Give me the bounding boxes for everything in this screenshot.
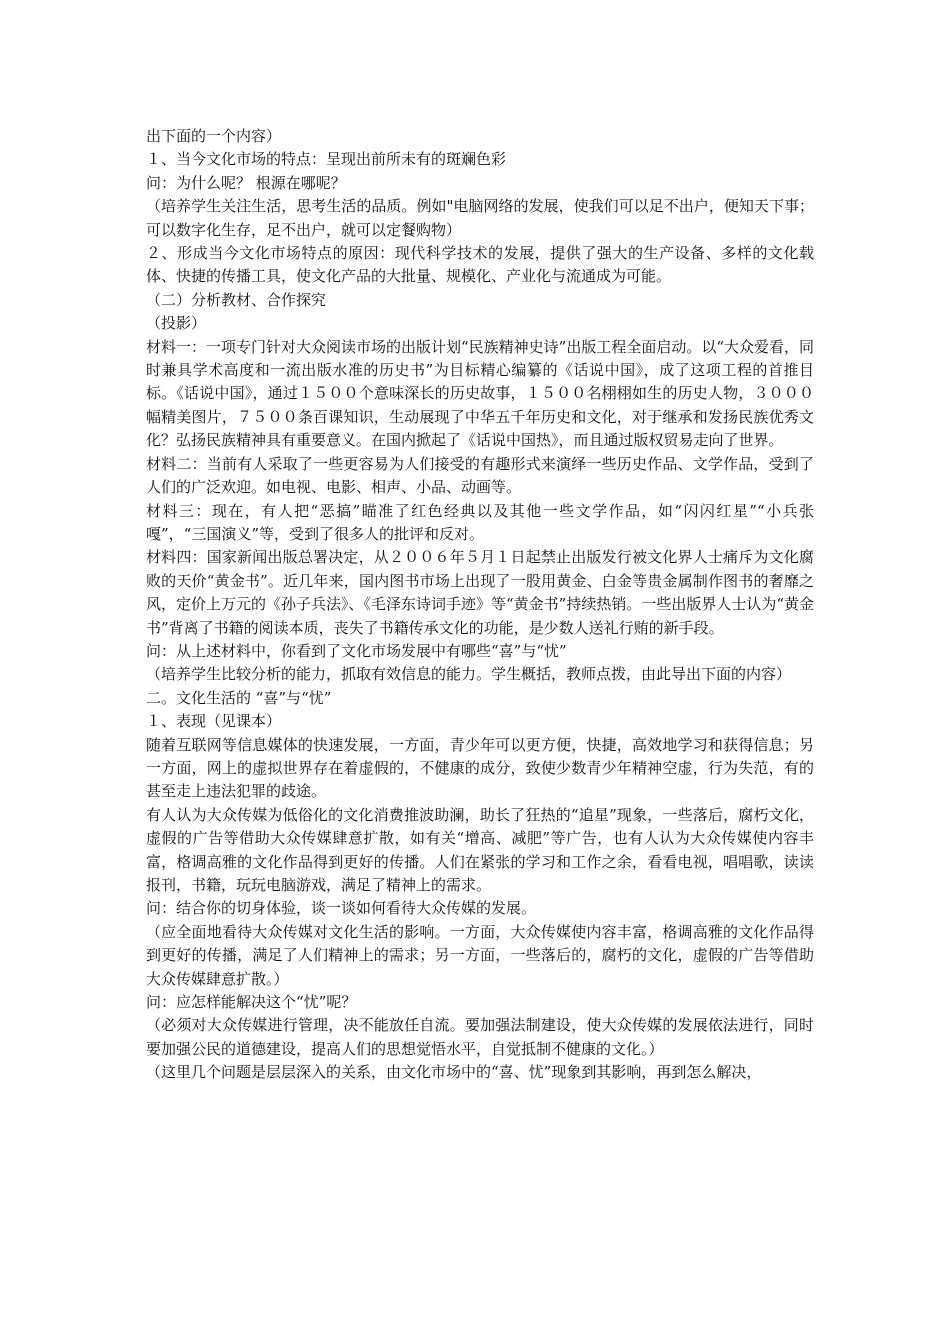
paragraph: 出下面的一个内容） (146, 127, 282, 145)
material-two: 材料二：当前有人采取了一些更容易为人们接受的有趣形式来演绎一些历史作品、文学作品，受到了人们的广泛欢迎。如电视、电影、相声、小品、动画等。 (146, 454, 814, 497)
paragraph: ２、形成当今文化市场特点的原因：现代科学技术的发展，提供了强大的生产设备、多样的文化载体、快捷的传播工具，使文化产品的大批量、规模化、产业化与流通成为可能。 (146, 244, 814, 286)
question: 问：结合你的切身体验，谈一谈如何看待大众传媒的发展。 (146, 899, 537, 918)
paragraph: 随着互联网等信息媒体的快速发展，一方面，青少年可以更方便，快捷，高效地学习和获得信息；另一方面，网上的虚拟世界存在着虚假的，不健康的成分，致使少数青少年精神空虚，行为失范，有的甚至走上违法犯罪的歧途。 (146, 735, 814, 801)
paragraph: （培养学生比较分析的能力，抓取有效信息的能力。学生概括，教师点拨，由此导出下面的内容） (146, 665, 792, 684)
paragraph: １、表现（见课本） (146, 712, 282, 731)
paragraph: （投影） (146, 314, 207, 333)
section-heading: 二。文化生活的 “喜”与“忧” (146, 688, 332, 707)
paragraph: （这里几个问题是层层深入的关系，由文化市场中的“喜、忧”现象到其影响，再到怎么解决， (146, 1063, 762, 1082)
paragraph: （应全面地看待大众传媒对文化生活的影响。一方面，大众传媒使内容丰富，格调高雅的文化作品得到更好的传播，满足了人们精神上的需求；另一方面，一些落后的，腐朽的文化，虚假的广告等借助大众传媒肆意扩散。） (146, 922, 814, 988)
paragraph: （必须对大众传媒进行管理，决不能放任自流。要加强法制建设，使大众传媒的发展依法进行，同时要加强公民的道德建设，提高人们的思想觉悟水平，自觉抵制不健康的文化。） (146, 1016, 814, 1058)
paragraph: 问：为什么呢？ 根源在哪呢？ (146, 173, 346, 192)
paragraph: １、当今文化市场的特点：呈现出前所未有的斑斓色彩 (146, 150, 507, 169)
material-one: 材料一：一项专门针对大众阅读市场的出版计划“民族精神史诗”出版工程全面启动。以“大众爱看，同时兼具学术高度和一流出版水准的历史书”为目标精心编纂的《话说中国》，成了这项工程的首推目标。《话说中国》，通过１５００个意味深长的历史故事，１５００名栩栩如生的历史人物，３０００幅精美图片，７５００条百课知识，生动展现了中华五千年历史和文化，对于继承和发扬民族优秀文化？弘扬民族精神具有重要意义。在国内掀起了《话说中国热》，而且通过版权贸易走向了世界。 (146, 337, 815, 450)
material-three: 材料三：现在，有人把“恶搞”瞄准了红色经典以及其他一些文学作品，如“闪闪红星”“小兵张嘎”，“三国演义”等，受到了很多人的批评和反对。 (146, 501, 814, 543)
paragraph: （培养学生关注生活，思考生活的品质。例如"电脑网络的发展，使我们可以足不出户，便知天下事；可以数字化生存，足不出户，就可以定餐购物） (146, 197, 814, 239)
question: 问：应怎样能解决这个“忧”呢？ (146, 993, 357, 1012)
material-four: 材料四：国家新闻出版总署决定，从２００６年５月１日起禁止出版发行被文化界人士痛斥为文化腐败的天价“黄金书”。近几年来，国内图书市场上出现了一股用黄金、白金等贵金属制作图书的奢靡之风，定价上万元的《孙子兵法》、《毛泽东诗词手迹》等“黄金书”持续热销。一些出版界人士认为“黄金书”背离了书籍的阅读本质，丧失了书籍传承文化的功能，是少数人送礼行贿的新手段。 (146, 548, 815, 637)
section-heading: （二）分析教材、合作探究 (146, 290, 327, 309)
question: 问：从上述材料中，你看到了文化市场发展中有哪些“喜”与“忧” (146, 641, 567, 660)
paragraph: 有人认为大众传媒为低俗化的文化消费推波助澜，助长了狂热的“追星”现象，一些落后，腐朽文化，虚假的广告等借助大众传媒肆意扩散，如有关“增高、减肥”等广告，也有人认为大众传媒使内容丰富，格调高雅的文化作品得到更好的传播。人们在紧张的学习和工作之余，看看电视，唱唱歌，读读报刊，书籍，玩玩电脑游戏，满足了精神上的需求。 (146, 805, 814, 894)
document-body (146, 125, 814, 1085)
